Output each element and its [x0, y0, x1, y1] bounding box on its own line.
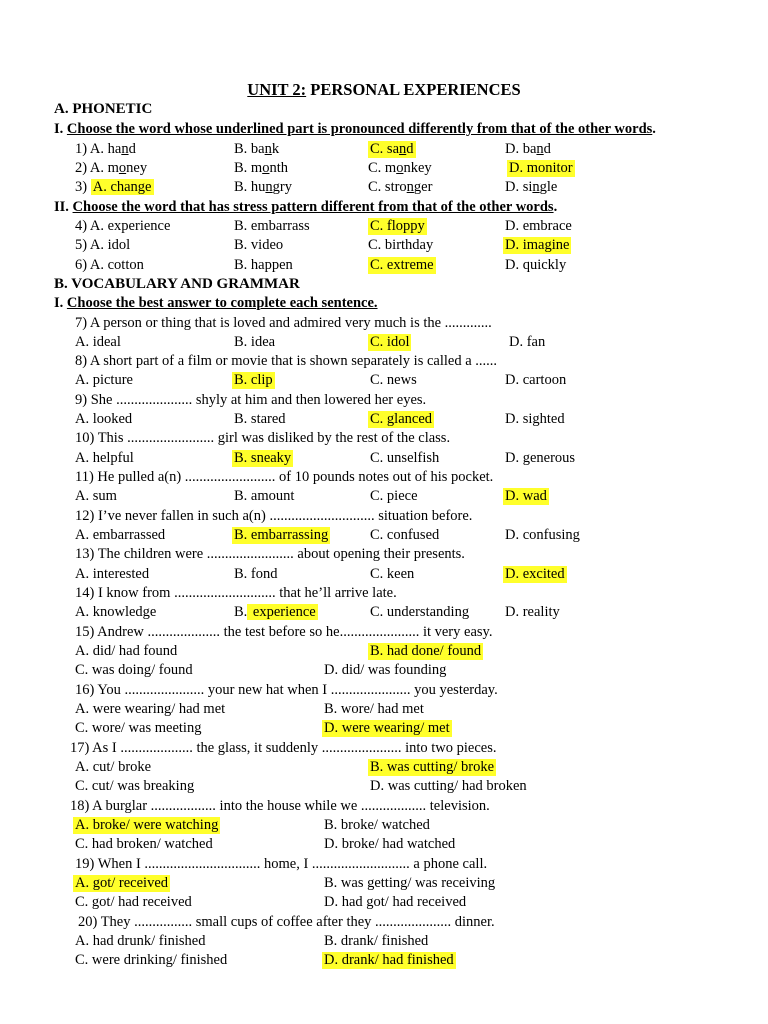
section-b-heading: B. VOCABULARY AND GRAMMAR: [54, 276, 300, 292]
question-17-options-1: [0, 759, 768, 779]
question-10-options: [0, 450, 768, 470]
question-17-options-2: [0, 778, 768, 798]
part-a1-instruction: I. Choose the word whose underlined part is pronounced differently from that of the other words.: [54, 121, 656, 137]
option-a: A. knowledge: [75, 604, 157, 620]
option-d: D. single: [505, 179, 558, 195]
option-c: C. cut/ was breaking: [75, 778, 195, 794]
question-15-stem: 15) Andrew .................... the test before so he...................... it very easy.: [75, 624, 493, 640]
question-4: [0, 218, 768, 238]
option-a-answer: 3) A. change: [75, 179, 152, 195]
question-18-options-2: [0, 836, 768, 856]
option-a: 5) A. idol: [75, 237, 131, 253]
option-c: C. wore/ was meeting: [75, 720, 202, 736]
option-c-answer: C. idol: [370, 334, 410, 350]
option-b: B. stared: [234, 411, 286, 427]
question-12-options: [0, 527, 768, 547]
option-d: D. embrace: [505, 218, 572, 234]
option-a: A. embarrassed: [75, 527, 166, 543]
option-a-answer: A. broke/ were watching: [75, 817, 219, 833]
question-16-options-2: [0, 720, 768, 740]
question-5: [0, 237, 768, 257]
option-a-answer: A. got/ received: [75, 875, 169, 891]
option-d: D. was cutting/ had broken: [370, 778, 527, 794]
option-a: A. sum: [75, 488, 117, 504]
option-b: B. hungry: [234, 179, 293, 195]
option-d: D. broke/ had watched: [324, 836, 456, 852]
option-d-answer: D. drank/ had finished: [324, 952, 454, 968]
option-c-answer: C. glanced: [370, 411, 433, 427]
option-d-answer: D. were wearing/ met: [324, 720, 450, 736]
question-9-options: [0, 411, 768, 431]
option-b: B. video: [234, 237, 284, 253]
option-b: B. embarrass: [234, 218, 310, 234]
option-c: C. had broken/ watched: [75, 836, 213, 852]
question-7-options: [0, 334, 768, 354]
option-c: C. news: [370, 372, 417, 388]
part-a2-instruction: II. Choose the word that has stress pattern different from that of the other words.: [54, 199, 558, 215]
question-1: [0, 141, 768, 161]
option-d-answer: D. imagine: [505, 237, 570, 253]
question-11-options: [0, 488, 768, 508]
option-a: A. were wearing/ had met: [75, 701, 226, 717]
question-19-options-1: [0, 875, 768, 895]
option-d: D. had got/ had received: [324, 894, 467, 910]
option-b: B. broke/ watched: [324, 817, 430, 833]
option-b: B. happen: [234, 257, 293, 273]
option-c: C. monkey: [368, 160, 432, 176]
option-b: B. idea: [234, 334, 276, 350]
option-c: C. birthday: [368, 237, 434, 253]
option-b-answer: B. experience: [234, 604, 316, 620]
option-b-answer: B. clip: [234, 372, 273, 388]
option-d: D. fan: [509, 334, 546, 350]
question-15-options-2: [0, 662, 768, 682]
option-c: C. unselfish: [370, 450, 440, 466]
option-a: A. did/ had found: [75, 643, 178, 659]
question-2: [0, 160, 768, 180]
option-d: D. cartoon: [505, 372, 567, 388]
question-20-stem: 20) They ................ small cups of coffee after they ..................... dinner.: [78, 914, 495, 930]
part-b1-instruction: I. Choose the best answer to complete each sentence.: [54, 295, 378, 311]
question-17-stem: 17) As I .................... the glass, it suddenly ...................... into two pieces.: [70, 740, 497, 756]
question-14-options: [0, 604, 768, 624]
option-b: B. was getting/ was receiving: [324, 875, 496, 891]
option-b-answer: B. sneaky: [234, 450, 292, 466]
option-c-answer: C. sand: [370, 141, 414, 157]
option-a: 6) A. cotton: [75, 257, 144, 273]
option-b: B. amount: [234, 488, 295, 504]
option-a: A. cut/ broke: [75, 759, 152, 775]
option-a: A. ideal: [75, 334, 121, 350]
option-c: C. piece: [370, 488, 418, 504]
option-a: A. helpful: [75, 450, 134, 466]
question-7-stem: 7) A person or thing that is loved and admired very much is the .............: [75, 315, 492, 331]
option-c: C. got/ had received: [75, 894, 192, 910]
question-11-stem: 11) He pulled a(n) ......................... of 10 pounds notes out of his pocket.: [75, 469, 494, 485]
option-b-answer: B. embarrassing: [234, 527, 329, 543]
option-a: A. interested: [75, 566, 150, 582]
question-16-stem: 16) You ...................... your new hat when I ...................... you yesterday.: [75, 682, 498, 698]
option-c: C. was doing/ found: [75, 662, 193, 678]
question-16-options-1: [0, 701, 768, 721]
question-3: [0, 179, 768, 199]
question-18-stem: 18) A burglar .................. into the house while we .................. television.: [70, 798, 490, 814]
option-b: B. month: [234, 160, 288, 176]
option-b: B. drank/ finished: [324, 933, 429, 949]
option-d: D. reality: [505, 604, 560, 620]
option-c: C. were drinking/ finished: [75, 952, 228, 968]
option-d: D. sighted: [505, 411, 565, 427]
option-b: B. wore/ had met: [324, 701, 424, 717]
question-15-options-1: [0, 643, 768, 663]
question-9-stem: 9) She ..................... shyly at him and then lowered her eyes.: [75, 392, 427, 408]
page-title: UNIT 2: PERSONAL EXPERIENCES: [247, 80, 521, 99]
option-d: D. quickly: [505, 257, 567, 273]
option-c-answer: C. extreme: [370, 257, 434, 273]
question-19-options-2: [0, 894, 768, 914]
option-c: C. understanding: [370, 604, 470, 620]
option-c-answer: C. floppy: [370, 218, 425, 234]
question-12-stem: 12) I’ve never fallen in such a(n) ............................. situation before.: [75, 508, 473, 524]
question-6: [0, 257, 768, 277]
question-20-options-1: [0, 933, 768, 953]
option-a: 2) A. money: [75, 160, 148, 176]
option-c: C. keen: [370, 566, 415, 582]
option-d-answer: D. wad: [505, 488, 547, 504]
question-8-stem: 8) A short part of a film or movie that is shown separately is called a ......: [75, 353, 498, 369]
option-d-answer: D. excited: [505, 566, 565, 582]
question-20-options-2: [0, 952, 768, 972]
option-c: C. confused: [370, 527, 440, 543]
option-b: B. bank: [234, 141, 280, 157]
option-d: D. band: [505, 141, 551, 157]
option-d: D. did/ was founding: [324, 662, 447, 678]
option-c: C. stronger: [368, 179, 433, 195]
option-d-answer: D. monitor: [509, 160, 573, 176]
question-8-options: [0, 372, 768, 392]
option-b: B. fond: [234, 566, 278, 582]
question-18-options-1: [0, 817, 768, 837]
option-a: A. picture: [75, 372, 133, 388]
question-14-stem: 14) I know from ............................ that he’ll arrive late.: [75, 585, 397, 601]
option-b-answer: B. had done/ found: [370, 643, 482, 659]
section-a-heading: A. PHONETIC: [54, 101, 153, 117]
option-a: 4) A. experience: [75, 218, 171, 234]
option-d: D. generous: [505, 450, 576, 466]
option-d: D. confusing: [505, 527, 580, 543]
question-13-stem: 13) The children were ........................ about opening their presents.: [75, 546, 465, 562]
option-a: A. had drunk/ finished: [75, 933, 206, 949]
question-13-options: [0, 566, 768, 586]
option-a: A. looked: [75, 411, 133, 427]
question-10-stem: 10) This ........................ girl was disliked by the rest of the class.: [75, 430, 451, 446]
option-b-answer: B. was cutting/ broke: [370, 759, 495, 775]
option-a: 1) A. hand: [75, 141, 136, 157]
question-19-stem: 19) When I ................................ home, I ........................... a phone call.: [75, 856, 488, 872]
